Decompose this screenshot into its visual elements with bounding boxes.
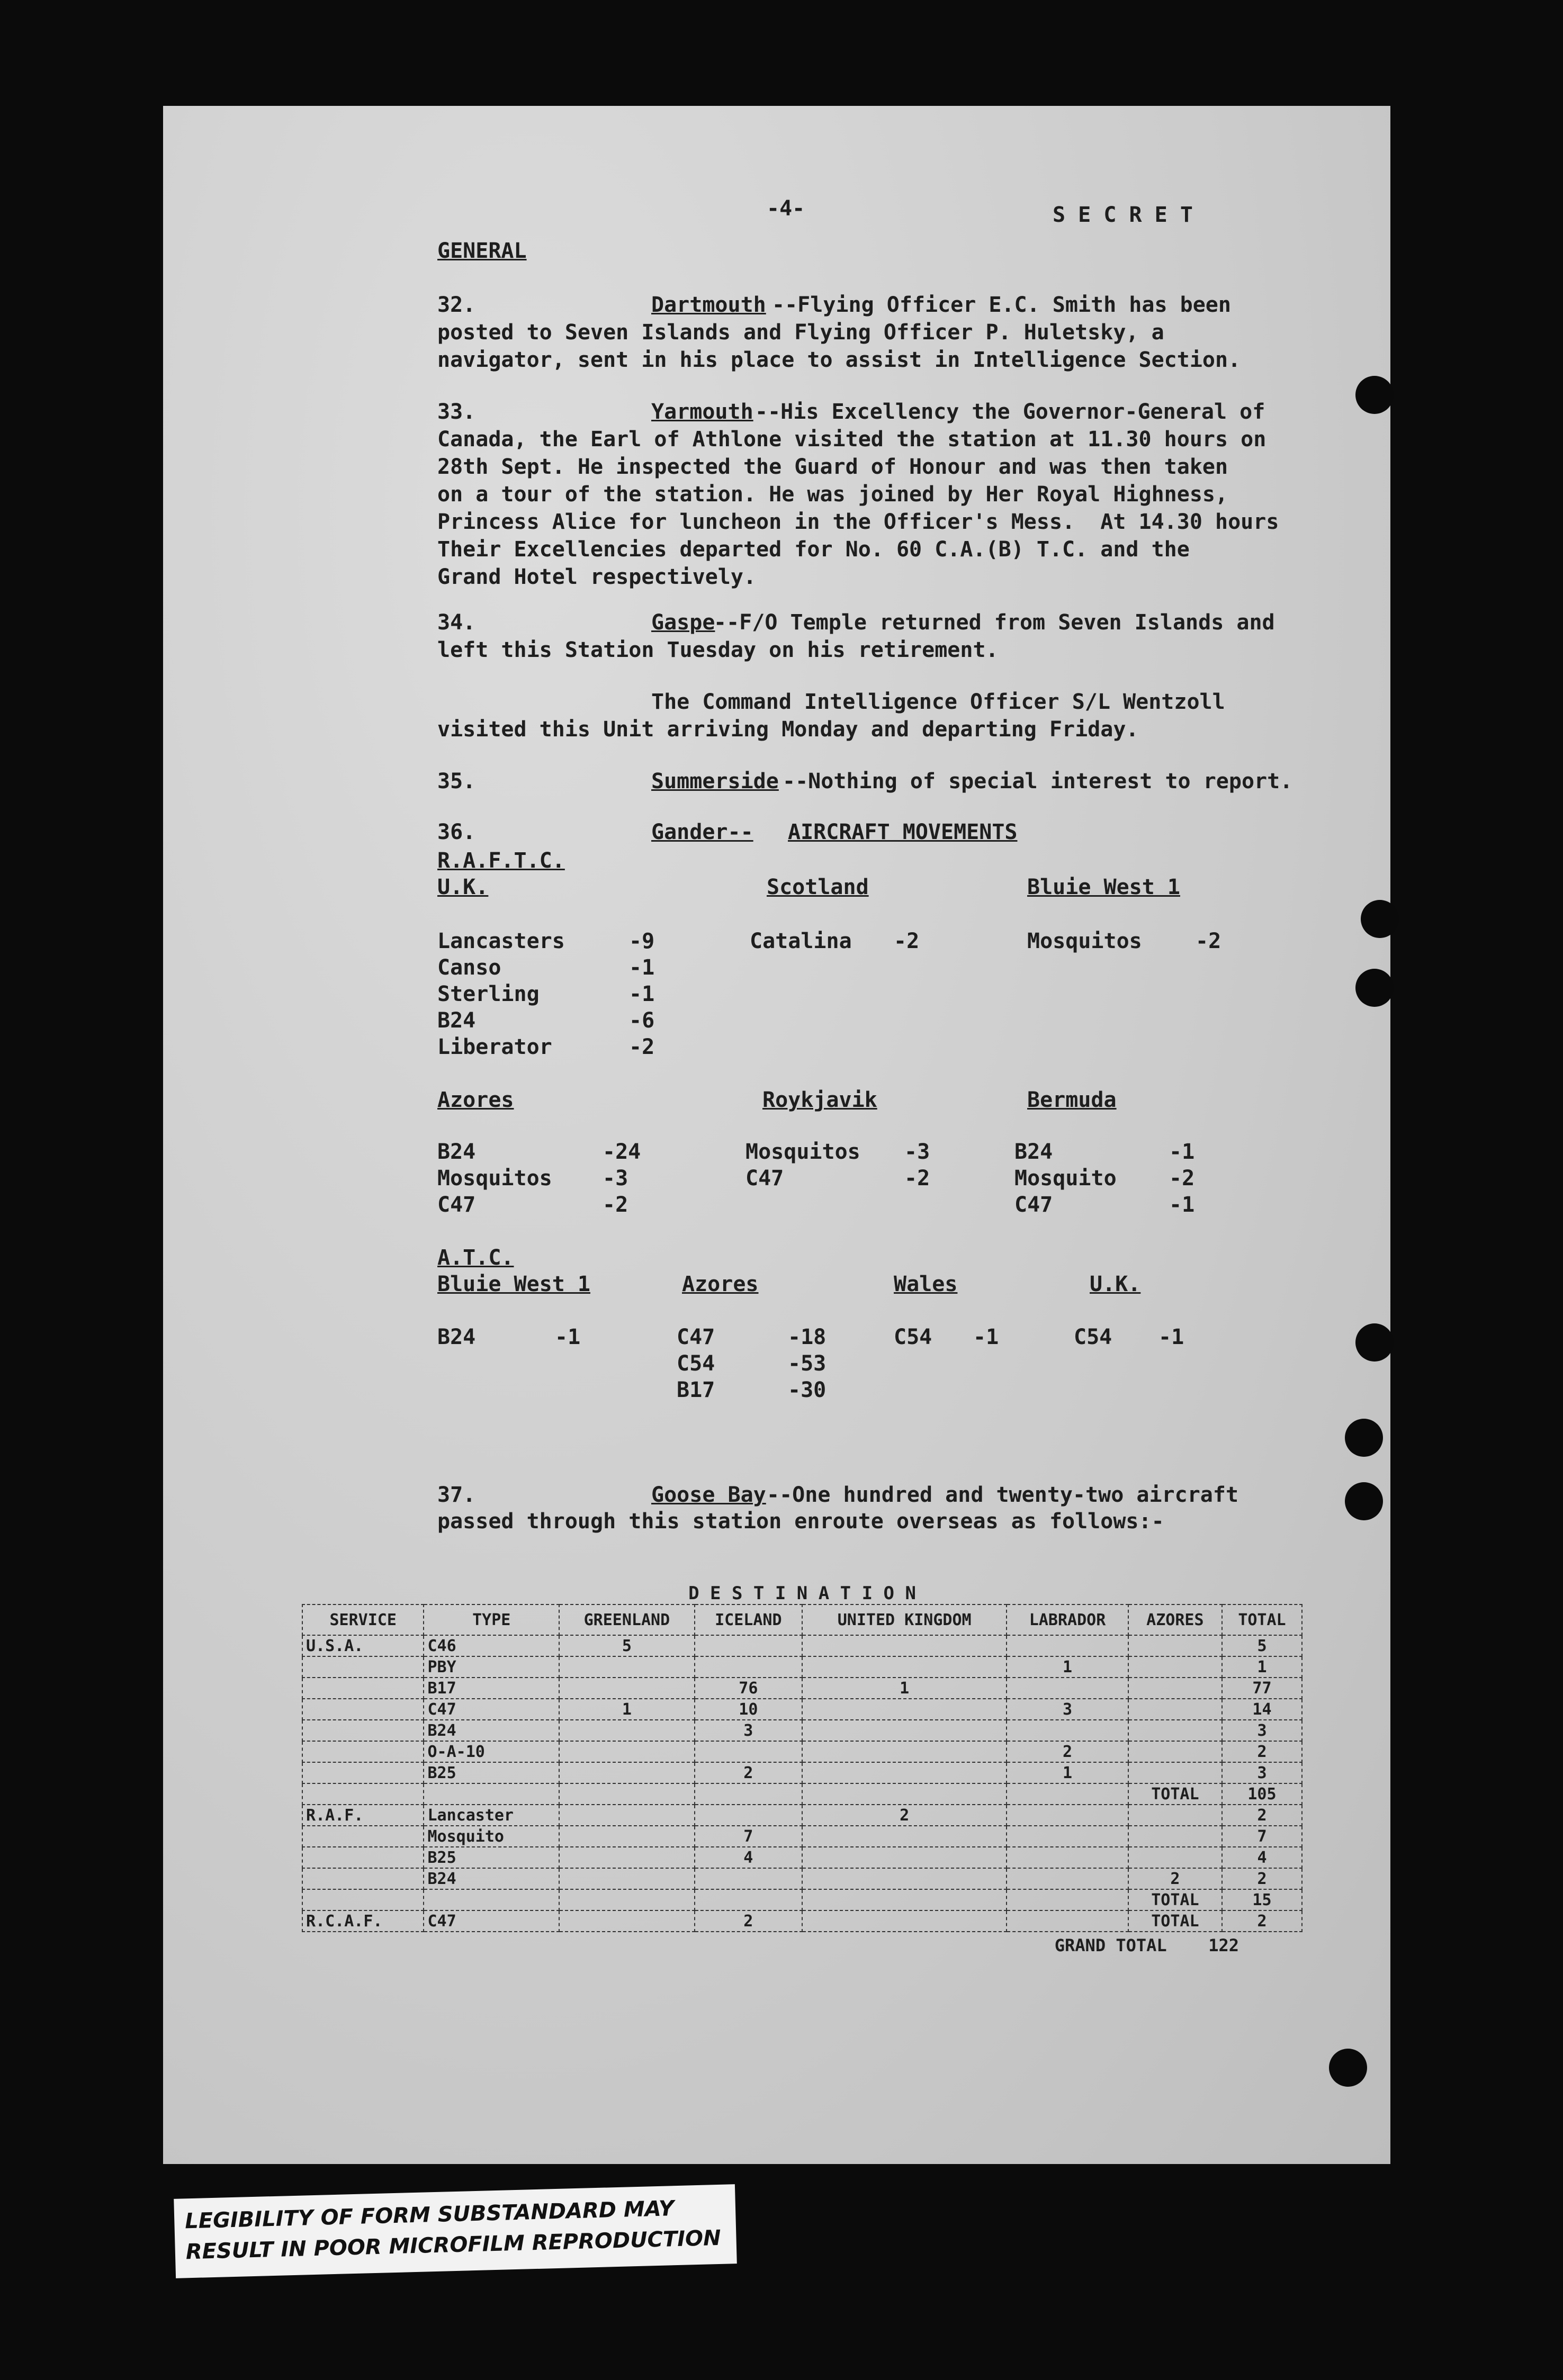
- uk-count: -2: [629, 1035, 655, 1059]
- table-cell: TOTAL: [1128, 1910, 1222, 1932]
- table-cell: 1: [1007, 1656, 1128, 1678]
- para-33-line3: 28th Sept. He inspected the Guard of Honour and was then taken: [437, 455, 1228, 479]
- azores-heading: Azores: [437, 1088, 514, 1112]
- table-cell: [1007, 1720, 1128, 1741]
- atc-azores-heading: Azores: [682, 1272, 759, 1296]
- para-34-line3: The Command Intelligence Officer S/L Wentzoll: [651, 690, 1225, 714]
- punch-hole: [1355, 376, 1394, 414]
- table-cell: [802, 1847, 1007, 1868]
- atc-bluie-type: B24: [437, 1325, 476, 1349]
- table-cell: TOTAL: [1128, 1783, 1222, 1805]
- scotland-heading: Scotland: [767, 875, 869, 899]
- para-33-line4: on a tour of the station. He was joined by Her Royal Highness,: [437, 482, 1228, 507]
- col-united-kingdom: UNITED KINGDOM: [802, 1604, 1007, 1635]
- table-cell: [302, 1868, 424, 1889]
- table-cell: 5: [1222, 1635, 1302, 1656]
- azores-count: -24: [603, 1140, 641, 1164]
- para-36-number: 36.: [437, 820, 476, 844]
- table-cell: 4: [1222, 1847, 1302, 1868]
- scotland-type: Catalina: [750, 929, 852, 953]
- table-cell: B25: [424, 1762, 559, 1783]
- table-cell: [695, 1868, 802, 1889]
- table-row: [302, 1783, 1302, 1805]
- table-row: [302, 1826, 1302, 1847]
- table-cell: [1128, 1805, 1222, 1826]
- table-cell: [302, 1783, 424, 1805]
- table-row: [302, 1762, 1302, 1783]
- table-cell: C47: [424, 1910, 559, 1932]
- table-cell: [1007, 1805, 1128, 1826]
- table-cell: 2: [695, 1762, 802, 1783]
- table-cell: [559, 1656, 695, 1678]
- col-total: TOTAL: [1222, 1604, 1302, 1635]
- table-row: [302, 1805, 1302, 1826]
- table-cell: 105: [1222, 1783, 1302, 1805]
- table-cell: [559, 1783, 695, 1805]
- table-cell: [695, 1741, 802, 1762]
- uk-type: Canso: [437, 955, 501, 980]
- para-37-line2: passed through this station enroute overseas as follows:-: [437, 1509, 1164, 1534]
- uk-heading: U.K.: [437, 875, 489, 899]
- page-number: -4-: [767, 196, 805, 221]
- raftc-heading: R.A.F.T.C.: [437, 849, 565, 873]
- table-cell: [559, 1741, 695, 1762]
- atc-azores-type: C47: [677, 1325, 715, 1349]
- table-cell: [302, 1699, 424, 1720]
- table-cell: TOTAL: [1128, 1889, 1222, 1910]
- bermuda-type: B24: [1014, 1140, 1053, 1164]
- table-row: [302, 1635, 1302, 1656]
- table-row: [302, 1910, 1302, 1932]
- uk-count: -9: [629, 929, 655, 953]
- bermuda-count: -1: [1169, 1193, 1195, 1217]
- punch-hole: [1345, 1419, 1383, 1457]
- table-cell: [802, 1910, 1007, 1932]
- para-37-line1: --One hundred and twenty-two aircraft: [767, 1483, 1239, 1507]
- table-cell: [1128, 1720, 1222, 1741]
- col-labrador: LABRADOR: [1007, 1604, 1128, 1635]
- grand-total-label: GRAND TOTAL: [1054, 1935, 1167, 1955]
- table-cell: [559, 1678, 695, 1699]
- table-cell: [559, 1720, 695, 1741]
- reykjavik-heading: Roykjavik: [762, 1088, 877, 1112]
- col-type: TYPE: [424, 1604, 559, 1635]
- table-cell: 2: [1222, 1805, 1302, 1826]
- table-cell: 2: [802, 1805, 1007, 1826]
- table-cell: Mosquito: [424, 1826, 559, 1847]
- para-33-place: Yarmouth: [651, 400, 753, 424]
- table-header-row: [302, 1604, 1302, 1635]
- bermuda-heading: Bermuda: [1027, 1088, 1117, 1112]
- reykjavik-count: -3: [904, 1140, 930, 1164]
- azores-count: -3: [603, 1166, 628, 1191]
- para-34-place: Gaspe: [651, 610, 715, 635]
- table-cell: 3: [1222, 1720, 1302, 1741]
- table-cell: [1128, 1656, 1222, 1678]
- table-cell: 1: [1007, 1762, 1128, 1783]
- destination-grid: [302, 1604, 1302, 1932]
- aircraft-movements-heading: AIRCRAFT MOVEMENTS: [788, 820, 1018, 844]
- para-33-number: 33.: [437, 400, 476, 424]
- table-cell: [1128, 1847, 1222, 1868]
- para-32-line1: --Flying Officer E.C. Smith has been: [772, 293, 1231, 317]
- table-cell: [802, 1783, 1007, 1805]
- table-cell: 2: [1128, 1868, 1222, 1889]
- para-36-place: Gander--: [651, 820, 753, 844]
- table-cell: 2: [1222, 1868, 1302, 1889]
- bermuda-type: C47: [1014, 1193, 1053, 1217]
- atc-uk-type: C54: [1074, 1325, 1112, 1349]
- reykjavik-count: -2: [904, 1166, 930, 1191]
- table-row: [302, 1656, 1302, 1678]
- table-cell: [802, 1762, 1007, 1783]
- reykjavik-type: Mosquitos: [745, 1140, 860, 1164]
- bermuda-count: -2: [1169, 1166, 1195, 1191]
- legibility-note-line1: LEGIBILITY OF FORM SUBSTANDARD MAY: [184, 2196, 675, 2234]
- atc-wales-count: -1: [973, 1325, 999, 1349]
- table-cell: [1007, 1783, 1128, 1805]
- bluie-west-type: Mosquitos: [1027, 929, 1142, 953]
- para-32-number: 32.: [437, 293, 476, 317]
- table-cell: [1007, 1847, 1128, 1868]
- punch-hole: [1345, 1482, 1383, 1520]
- bluie-west-heading: Bluie West 1: [1027, 875, 1180, 899]
- para-37-place: Goose Bay: [651, 1483, 766, 1507]
- table-cell: [302, 1889, 424, 1910]
- table-cell: 7: [695, 1826, 802, 1847]
- azores-count: -2: [603, 1193, 628, 1217]
- col-service: SERVICE: [302, 1604, 424, 1635]
- table-cell: [1128, 1678, 1222, 1699]
- uk-count: -1: [629, 955, 655, 980]
- para-34-line1: --F/O Temple returned from Seven Islands and: [714, 610, 1275, 635]
- atc-uk-count: -1: [1158, 1325, 1184, 1349]
- azores-type: C47: [437, 1193, 476, 1217]
- table-cell: [802, 1826, 1007, 1847]
- para-34-number: 34.: [437, 610, 476, 635]
- table-cell: R.A.F.: [302, 1805, 424, 1826]
- table-cell: [695, 1889, 802, 1910]
- destination-table: [302, 1583, 1302, 2096]
- table-cell: 14: [1222, 1699, 1302, 1720]
- atc-azores-count: -30: [788, 1378, 827, 1402]
- destination-title: D E S T I N A T I O N: [688, 1583, 916, 1604]
- table-cell: [302, 1678, 424, 1699]
- atc-azores-count: -53: [788, 1351, 827, 1376]
- para-33-line2: Canada, the Earl of Athlone visited the station at 11.30 hours on: [437, 427, 1266, 452]
- table-cell: [1128, 1741, 1222, 1762]
- table-cell: C46: [424, 1635, 559, 1656]
- table-row: [302, 1678, 1302, 1699]
- table-cell: [695, 1805, 802, 1826]
- para-35-line1: --Nothing of special interest to report.: [783, 769, 1293, 794]
- table-cell: 3: [1222, 1762, 1302, 1783]
- table-cell: B24: [424, 1868, 559, 1889]
- table-cell: [802, 1868, 1007, 1889]
- atc-azores-type: C54: [677, 1351, 715, 1376]
- table-cell: 3: [1007, 1699, 1128, 1720]
- para-35-place: Summerside: [651, 769, 779, 794]
- table-cell: 7: [1222, 1826, 1302, 1847]
- table-cell: [1007, 1635, 1128, 1656]
- table-cell: B25: [424, 1847, 559, 1868]
- table-cell: C47: [424, 1699, 559, 1720]
- table-cell: [302, 1720, 424, 1741]
- table-cell: [695, 1783, 802, 1805]
- para-32-line3: navigator, sent in his place to assist in Intelligence Section.: [437, 348, 1241, 372]
- uk-count: -1: [629, 982, 655, 1006]
- table-cell: [802, 1699, 1007, 1720]
- punch-hole: [1361, 900, 1399, 938]
- table-row: [302, 1720, 1302, 1741]
- table-cell: 10: [695, 1699, 802, 1720]
- table-cell: [1007, 1678, 1128, 1699]
- azores-type: B24: [437, 1140, 476, 1164]
- para-34-line4: visited this Unit arriving Monday and departing Friday.: [437, 717, 1139, 742]
- table-row: [302, 1889, 1302, 1910]
- azores-type: Mosquitos: [437, 1166, 552, 1191]
- bermuda-count: -1: [1169, 1140, 1195, 1164]
- atc-uk-heading: U.K.: [1090, 1272, 1141, 1296]
- table-row: [302, 1847, 1302, 1868]
- table-cell: [1128, 1635, 1222, 1656]
- para-37-number: 37.: [437, 1483, 476, 1507]
- table-cell: 2: [1222, 1741, 1302, 1762]
- legibility-note: [174, 2184, 737, 2278]
- punch-hole: [1329, 2049, 1367, 2087]
- col-iceland: ICELAND: [695, 1604, 802, 1635]
- atc-azores-count: -18: [788, 1325, 827, 1349]
- table-cell: Lancaster: [424, 1805, 559, 1826]
- para-32-line2: posted to Seven Islands and Flying Officer P. Huletsky, a: [437, 320, 1164, 345]
- punch-hole: [1355, 969, 1394, 1007]
- table-cell: B24: [424, 1720, 559, 1741]
- table-cell: 1: [1222, 1656, 1302, 1678]
- table-cell: U.S.A.: [302, 1635, 424, 1656]
- atc-azores-type: B17: [677, 1378, 715, 1402]
- table-cell: [802, 1741, 1007, 1762]
- table-cell: 3: [695, 1720, 802, 1741]
- para-33-line7: Grand Hotel respectively.: [437, 565, 757, 589]
- para-32-place: Dartmouth: [651, 293, 766, 317]
- table-row: [302, 1741, 1302, 1762]
- atc-wales-heading: Wales: [894, 1272, 958, 1296]
- table-cell: [802, 1656, 1007, 1678]
- para-33-line1: --His Excellency the Governor-General of: [755, 400, 1265, 424]
- grand-total-value: 122: [1208, 1935, 1239, 1955]
- section-heading: GENERAL: [437, 239, 527, 263]
- table-cell: [1128, 1826, 1222, 1847]
- table-cell: 2: [695, 1910, 802, 1932]
- para-34-line2: left this Station Tuesday on his retirement.: [437, 638, 999, 662]
- table-cell: [559, 1910, 695, 1932]
- uk-type: Liberator: [437, 1035, 552, 1059]
- table-cell: [559, 1868, 695, 1889]
- punch-hole: [1355, 1323, 1394, 1362]
- table-cell: [302, 1656, 424, 1678]
- table-cell: [302, 1847, 424, 1868]
- table-cell: [1128, 1762, 1222, 1783]
- atc-heading: A.T.C.: [437, 1246, 514, 1270]
- table-cell: 15: [1222, 1889, 1302, 1910]
- table-cell: [695, 1635, 802, 1656]
- table-cell: 2: [1007, 1741, 1128, 1762]
- table-cell: [302, 1826, 424, 1847]
- reykjavik-type: C47: [745, 1166, 784, 1191]
- table-row: [302, 1699, 1302, 1720]
- table-cell: [559, 1826, 695, 1847]
- table-cell: [302, 1762, 424, 1783]
- uk-count: -6: [629, 1008, 655, 1033]
- col-azores: AZORES: [1128, 1604, 1222, 1635]
- table-cell: [424, 1889, 559, 1910]
- table-cell: 2: [1222, 1910, 1302, 1932]
- table-cell: [802, 1720, 1007, 1741]
- para-35-number: 35.: [437, 769, 476, 794]
- table-cell: B17: [424, 1678, 559, 1699]
- table-cell: PBY: [424, 1656, 559, 1678]
- table-cell: 76: [695, 1678, 802, 1699]
- table-cell: [559, 1762, 695, 1783]
- table-cell: 1: [802, 1678, 1007, 1699]
- table-cell: [424, 1783, 559, 1805]
- table-cell: [802, 1635, 1007, 1656]
- table-cell: [302, 1741, 424, 1762]
- table-cell: [1007, 1889, 1128, 1910]
- uk-type: Sterling: [437, 982, 540, 1006]
- uk-type: B24: [437, 1008, 476, 1033]
- table-cell: O-A-10: [424, 1741, 559, 1762]
- table-cell: [695, 1656, 802, 1678]
- table-cell: [802, 1889, 1007, 1910]
- table-cell: [559, 1889, 695, 1910]
- table-cell: [1007, 1910, 1128, 1932]
- atc-bluie-count: -1: [555, 1325, 581, 1349]
- col-greenland: GREENLAND: [559, 1604, 695, 1635]
- table-cell: 77: [1222, 1678, 1302, 1699]
- atc-wales-type: C54: [894, 1325, 932, 1349]
- para-33-line6: Their Excellencies departed for No. 60 C.A.(B) T.C. and the: [437, 537, 1190, 562]
- bluie-west-count: -2: [1196, 929, 1221, 953]
- table-cell: [1007, 1826, 1128, 1847]
- atc-bluie-heading: Bluie West 1: [437, 1272, 590, 1296]
- table-cell: 4: [695, 1847, 802, 1868]
- uk-type: Lancasters: [437, 929, 565, 953]
- table-cell: 1: [559, 1699, 695, 1720]
- table-cell: R.C.A.F.: [302, 1910, 424, 1932]
- legibility-note-line2: RESULT IN POOR MICROFILM REPRODUCTION: [185, 2225, 722, 2265]
- bermuda-type: Mosquito: [1014, 1166, 1117, 1191]
- classification-marking: S E C R E T: [1053, 203, 1193, 227]
- table-cell: [1007, 1868, 1128, 1889]
- table-cell: 5: [559, 1635, 695, 1656]
- table-cell: [1128, 1699, 1222, 1720]
- grand-total-row: [302, 1935, 1302, 1955]
- table-cell: [559, 1805, 695, 1826]
- para-33-line5: Princess Alice for luncheon in the Officer's Mess. At 14.30 hours: [437, 510, 1279, 534]
- table-row: [302, 1868, 1302, 1889]
- scotland-count: -2: [894, 929, 920, 953]
- table-cell: [559, 1847, 695, 1868]
